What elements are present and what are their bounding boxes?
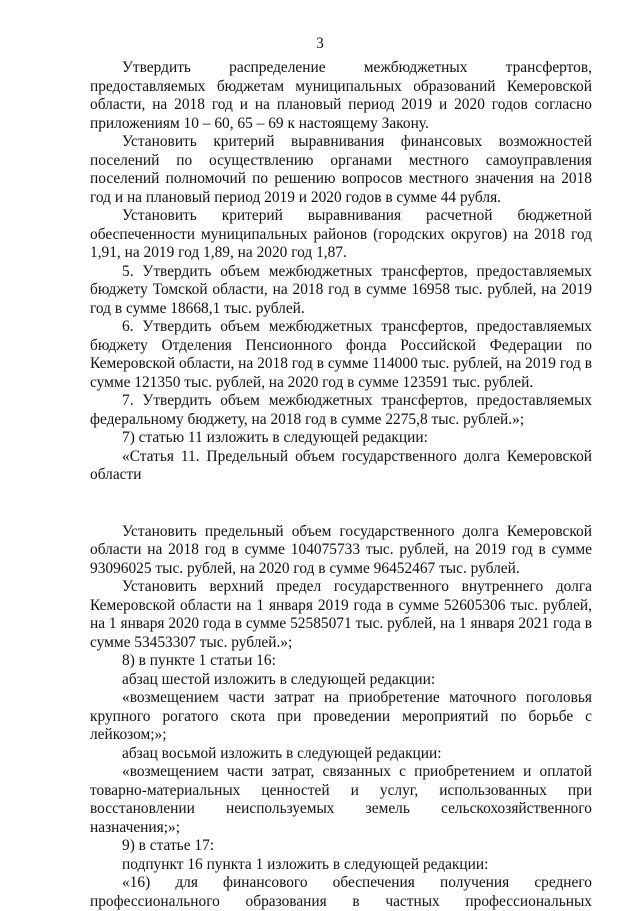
paragraph-livestock: «возмещением части затрат на приобретение маточного поголовья крупного рогатого скота при проведении мероприятий по борьбе с лейкозом;»; (90, 689, 592, 743)
paragraph-land-restoration: «возмещением части затрат, связанных с приобретением и оплатой товарно-материальных ценностей и услуг, использованных при восстановлении неиспользуемых земель сельскохозяйственного назначения;»; (90, 763, 592, 836)
paragraph-amendment-9: 9) в статье 17: (122, 837, 215, 854)
paragraph-amendment-8: 8) в пункте 1 статьи 16: (122, 652, 276, 669)
paragraph-item-6: 6. Утвердить объем межбюджетных трансфертов, предоставляемых бюджету Отделения Пенсионного фонда Российской Федерации по Кемеровской области, на 2018 год в сумме 114000 тыс. рублей, на 2019 год в сумме 121350 тыс. рублей, на 2020 год в сумме 123591 тыс. рублей. (90, 318, 592, 391)
paragraph-debt-upper-limit: Установить верхний предел государственного внутреннего долга Кемеровской области на 1 января 2019 года в сумме 52605306 тыс. рублей, на 1 января 2020 года в сумме 52585071 тыс. рублей, на 1 января 2021 года в сумме 53453307 тыс. рублей.»; (90, 578, 592, 651)
paragraph-item-5: 5. Утвердить объем межбюджетных трансфертов, предоставляемых бюджету Томской области, на 2018 год в сумме 16958 тыс. рублей, на 2019 год в сумме 18668,1 тыс. рублей. (90, 262, 592, 317)
paragraph-amendment-7: 7) статью 11 изложить в следующей редакции: (122, 429, 428, 446)
document-body (90, 59, 592, 911)
paragraph-item-16: «16) для финансового обеспечения получения среднего профессионального образования в частных профессиональных (90, 874, 592, 910)
paragraph-debt-limit: Установить предельный объем государственного долга Кемеровской области на 2018 год в сумме 104075733 тыс. рублей, на 2019 год в сумме 93096025 тыс. рублей, на 2020 год в сумме 96452467 тыс. рублей. (90, 522, 592, 577)
paragraph-subclause-16: подпункт 16 пункта 1 изложить в следующей редакции: (122, 855, 489, 873)
paragraph-sixth-clause: абзац шестой изложить в следующей редакции: (122, 670, 436, 688)
paragraph-criterion-districts: Установить критерий выравнивания расчетной бюджетной обеспеченности муниципальных районов (городских округов) на 2018 год 1,91, на 2019 год 1,89, на 2020 год 1,87. (90, 207, 592, 261)
page-number: 3 (316, 35, 324, 52)
paragraph-eighth-clause: абзац восьмой изложить в следующей редакции: (122, 744, 442, 762)
article-11-heading: «Статья 11. Предельный объем государственного долга Кемеровской области (90, 447, 592, 483)
paragraph-item-7: 7. Утвердить объем межбюджетных трансфертов, предоставляемых федеральному бюджету, на 2018 год в сумме 2275,8 тыс. рублей.»; (90, 392, 592, 428)
paragraph-criterion-settlements: Установить критерий выравнивания финансовых возможностей поселений по осуществлению органами местного самоуправления поселений полномочий по решению вопросов местного значения на 2018 год и на плановый период 2019 и 2020 годов в сумме 44 рубля. (90, 133, 592, 206)
section-gap (90, 485, 592, 523)
paragraph-distribution: Утвердить распределение межбюджетных трансфертов, предоставляемых бюджетам муниципальных образований Кемеровской области, на 2018 год и на плановый период 2019 и 2020 годов согласно приложениям 10 – 60, 65 – 69 к настоящему Закону. (90, 59, 592, 132)
